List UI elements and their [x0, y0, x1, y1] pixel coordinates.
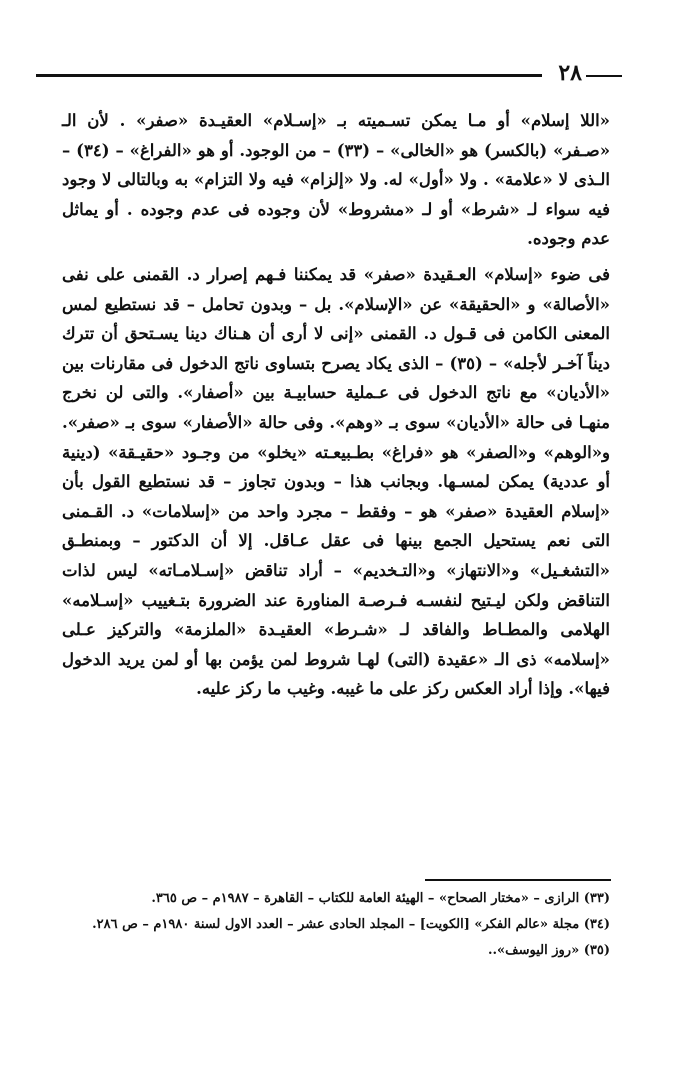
page-number: ٢٨: [558, 60, 582, 86]
body-text: [62, 106, 610, 704]
paragraph: فى ضوء «إسلام» العـقيدة «صفر» قد يمكننا فـهم إصرار د. القمنى على نفى «الأصالة» و «الحقيقة» عن «الإسلام». بل – وبدون تحامل – قد نستطيع لمس المعنى الكامن فى قـول د. القمنى «إنى لا أرى أن هـناك دينا يسـتحق أن تترك ديناً آخـر لأجله» – (٣٥) – الذى يكاد يصرح بتساوى ناتج الدخول فى مقارنات بين «الأديان» مع ناتج الدخول فى عـملية حسابيـة بين «أصفار». والتى لن نخرج منهـا فى حالة «الأديان» سوى بـ «وهم». وفى حالة «الأصفار» سوى بـ «صفر». و«الوهم» و«الصفر» هو «فراغ» بطـبيعـته «يخلو» من وجـود «حقيـقة» (دينية أو عددية) يمكن لمسـها. وبجانب هذا – وبدون تجاوز – قد نستطيع القول بأن «إسلام العقيدة «صفر» هو – وفقط – مجرد واحد من «إسلامات» د. القـمنى التى نعم يستحيل الجمع بينها فى عقل عـاقل. إلا أن الدكتور – وبمنطـق «التشغـيل» و«الانتهاز» و«التـخديم» – أراد تناقض «إسـلامـاته» ليس لذات التناقض ولكن ليـتيح لنفسـه فـرصـة المناورة عند الضرورة بتـغييب «إسـلامه» الهلامى والمطـاط والفاقد لـ «شـرط» العقيـدة «الملزمة» والتركيز عـلى «إسلامه» ذى الـ «عقيدة (التى) لهـا شروط لمن يؤمن بها أو لمن يريد الدخول فيها». وإذا أراد العكس ركز على ما غيبه. وغيب ما ركز عليه.: [62, 264, 611, 699]
footnote-35: (٣٥) «روز اليوسف»..: [487, 943, 610, 958]
page-header: [36, 60, 622, 90]
footnote-34: (٣٤) مجلة «عالم الفكر» [الكويت] – المجلد الحادى عشر – العدد الاول لسنة ١٩٨٠م – ص ٢٨٦.: [92, 917, 610, 932]
header-rule-short: [586, 75, 622, 77]
footnote-separator: [425, 879, 611, 881]
footnote-33: (٣٣) الرازى – «مختار الصحاح» – الهيئة العامة للكتاب – القاهرة – ١٩٨٧م – ص ٣٦٥.: [151, 891, 610, 906]
header-rule-long: [36, 74, 542, 77]
paragraph: «اللا إسلام» أو مـا يمكن تسـميته بـ «إسـلام» العقيـدة «صفر» . لأن الـ «صـفر» (بالكسر) هو «الخالى» – (٣٣) – من الوجود. أو هو «الفراغ» – (٣٤) – الـذى لا «علامة» . ولا «أول» له. ولا «إلزام» فيه ولا التزام» به وبالتالى لا وجود فيه سواء لـ «شرط» أو لـ «مشروط» لأن وجوده فى عدم وجوده . أو يماثل عدم وجوده.: [62, 111, 611, 249]
footnotes: [62, 886, 610, 964]
